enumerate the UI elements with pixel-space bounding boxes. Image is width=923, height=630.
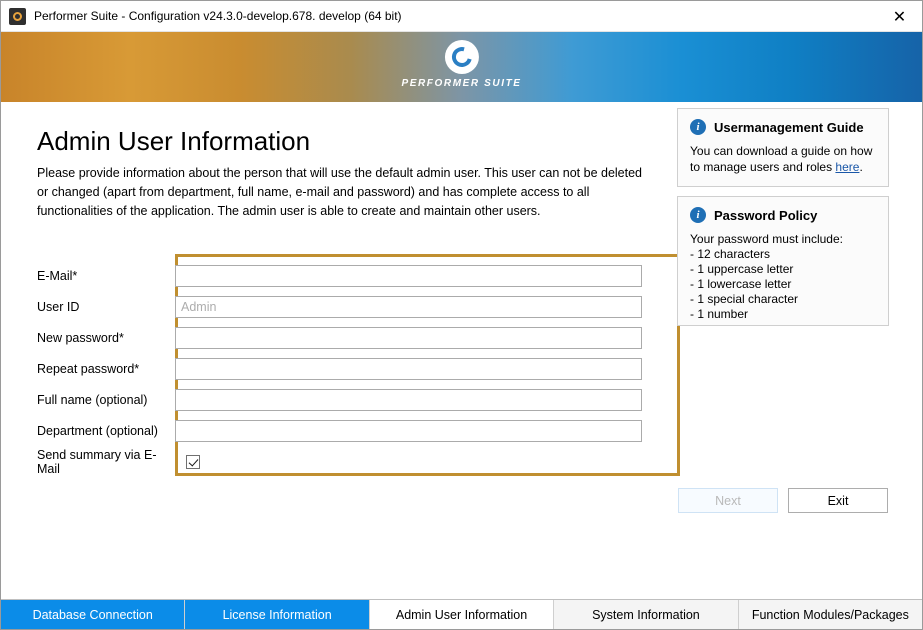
tab-function-modules-packages[interactable]: Function Modules/Packages <box>739 600 922 629</box>
new-password-field[interactable] <box>175 327 642 349</box>
form-row <box>37 260 677 291</box>
window-title: Performer Suite - Configuration v24.3.0-develop.678. develop (64 bit) <box>34 9 402 23</box>
page-intro-text: Please provide information about the person that will use the default admin user. This user can not be deleted or changed (apart from department, full name, e-mail and password) and has complete access to all functionalities of the application. The admin user is able to create and maintain other users. <box>37 166 643 218</box>
email-field[interactable] <box>175 265 642 287</box>
performer-logo-icon <box>445 40 479 74</box>
form-row <box>37 415 677 446</box>
email-label: E-Mail* <box>37 268 78 283</box>
tab-admin-user-information[interactable]: Admin User Information <box>370 600 554 629</box>
content-area <box>1 102 922 599</box>
tab-system-information[interactable]: System Information <box>554 600 738 629</box>
usermanagement-guide-box <box>677 108 889 187</box>
policy-title: Password Policy <box>714 207 818 223</box>
exit-button[interactable]: Exit <box>788 488 888 513</box>
repeat-password-field[interactable] <box>175 358 642 380</box>
title-bar <box>1 1 922 32</box>
brand-name: PERFORMER SUITE <box>401 78 522 89</box>
send-summary-checkbox[interactable] <box>186 455 200 469</box>
policy-rule-list <box>690 247 876 322</box>
close-icon[interactable]: ✕ <box>892 6 907 26</box>
policy-rule: - 1 uppercase letter <box>690 262 794 276</box>
user-id-label: User ID <box>37 299 80 314</box>
wizard-step-tabs <box>1 599 922 629</box>
form-row <box>37 353 677 384</box>
department-label: Department (optional) <box>37 423 158 438</box>
brand-logo <box>401 40 521 89</box>
policy-header <box>690 207 876 223</box>
info-icon: i <box>690 119 706 135</box>
policy-intro: Your password must include: <box>690 232 843 246</box>
form-row <box>37 322 677 353</box>
info-icon: i <box>690 207 706 223</box>
guide-header <box>690 119 876 135</box>
guide-text: You can download a guide on how to manage users and roles <box>690 144 873 174</box>
guide-text-end: . <box>859 160 863 174</box>
brand-banner <box>1 32 922 102</box>
guide-title: Usermanagement Guide <box>714 119 864 135</box>
form-row <box>37 384 677 415</box>
performer-suite-icon <box>9 8 26 25</box>
tab-database-connection[interactable]: Database Connection <box>1 600 185 629</box>
password-policy-box <box>677 196 889 326</box>
policy-body <box>690 231 876 322</box>
form-row <box>37 446 677 477</box>
repeat-password-label: Repeat password* <box>37 361 140 376</box>
policy-rule: - 1 lowercase letter <box>690 277 792 291</box>
guide-link[interactable]: here <box>835 160 860 174</box>
policy-rule: - 12 characters <box>690 247 771 261</box>
policy-rule: - 1 special character <box>690 292 799 306</box>
next-button[interactable]: Next <box>678 488 778 513</box>
send-summary-label: Send summary via E-Mail <box>37 447 157 476</box>
user-id-field[interactable] <box>175 296 642 318</box>
department-field[interactable] <box>175 420 642 442</box>
form-row <box>37 291 677 322</box>
full-name-field[interactable] <box>175 389 642 411</box>
guide-body <box>690 143 876 175</box>
admin-user-form <box>37 260 677 477</box>
policy-rule: - 1 number <box>690 307 749 321</box>
tab-license-information[interactable]: License Information <box>185 600 369 629</box>
new-password-label: New password* <box>37 330 124 345</box>
page-title: Admin User Information <box>37 126 311 156</box>
full-name-label: Full name (optional) <box>37 392 148 407</box>
